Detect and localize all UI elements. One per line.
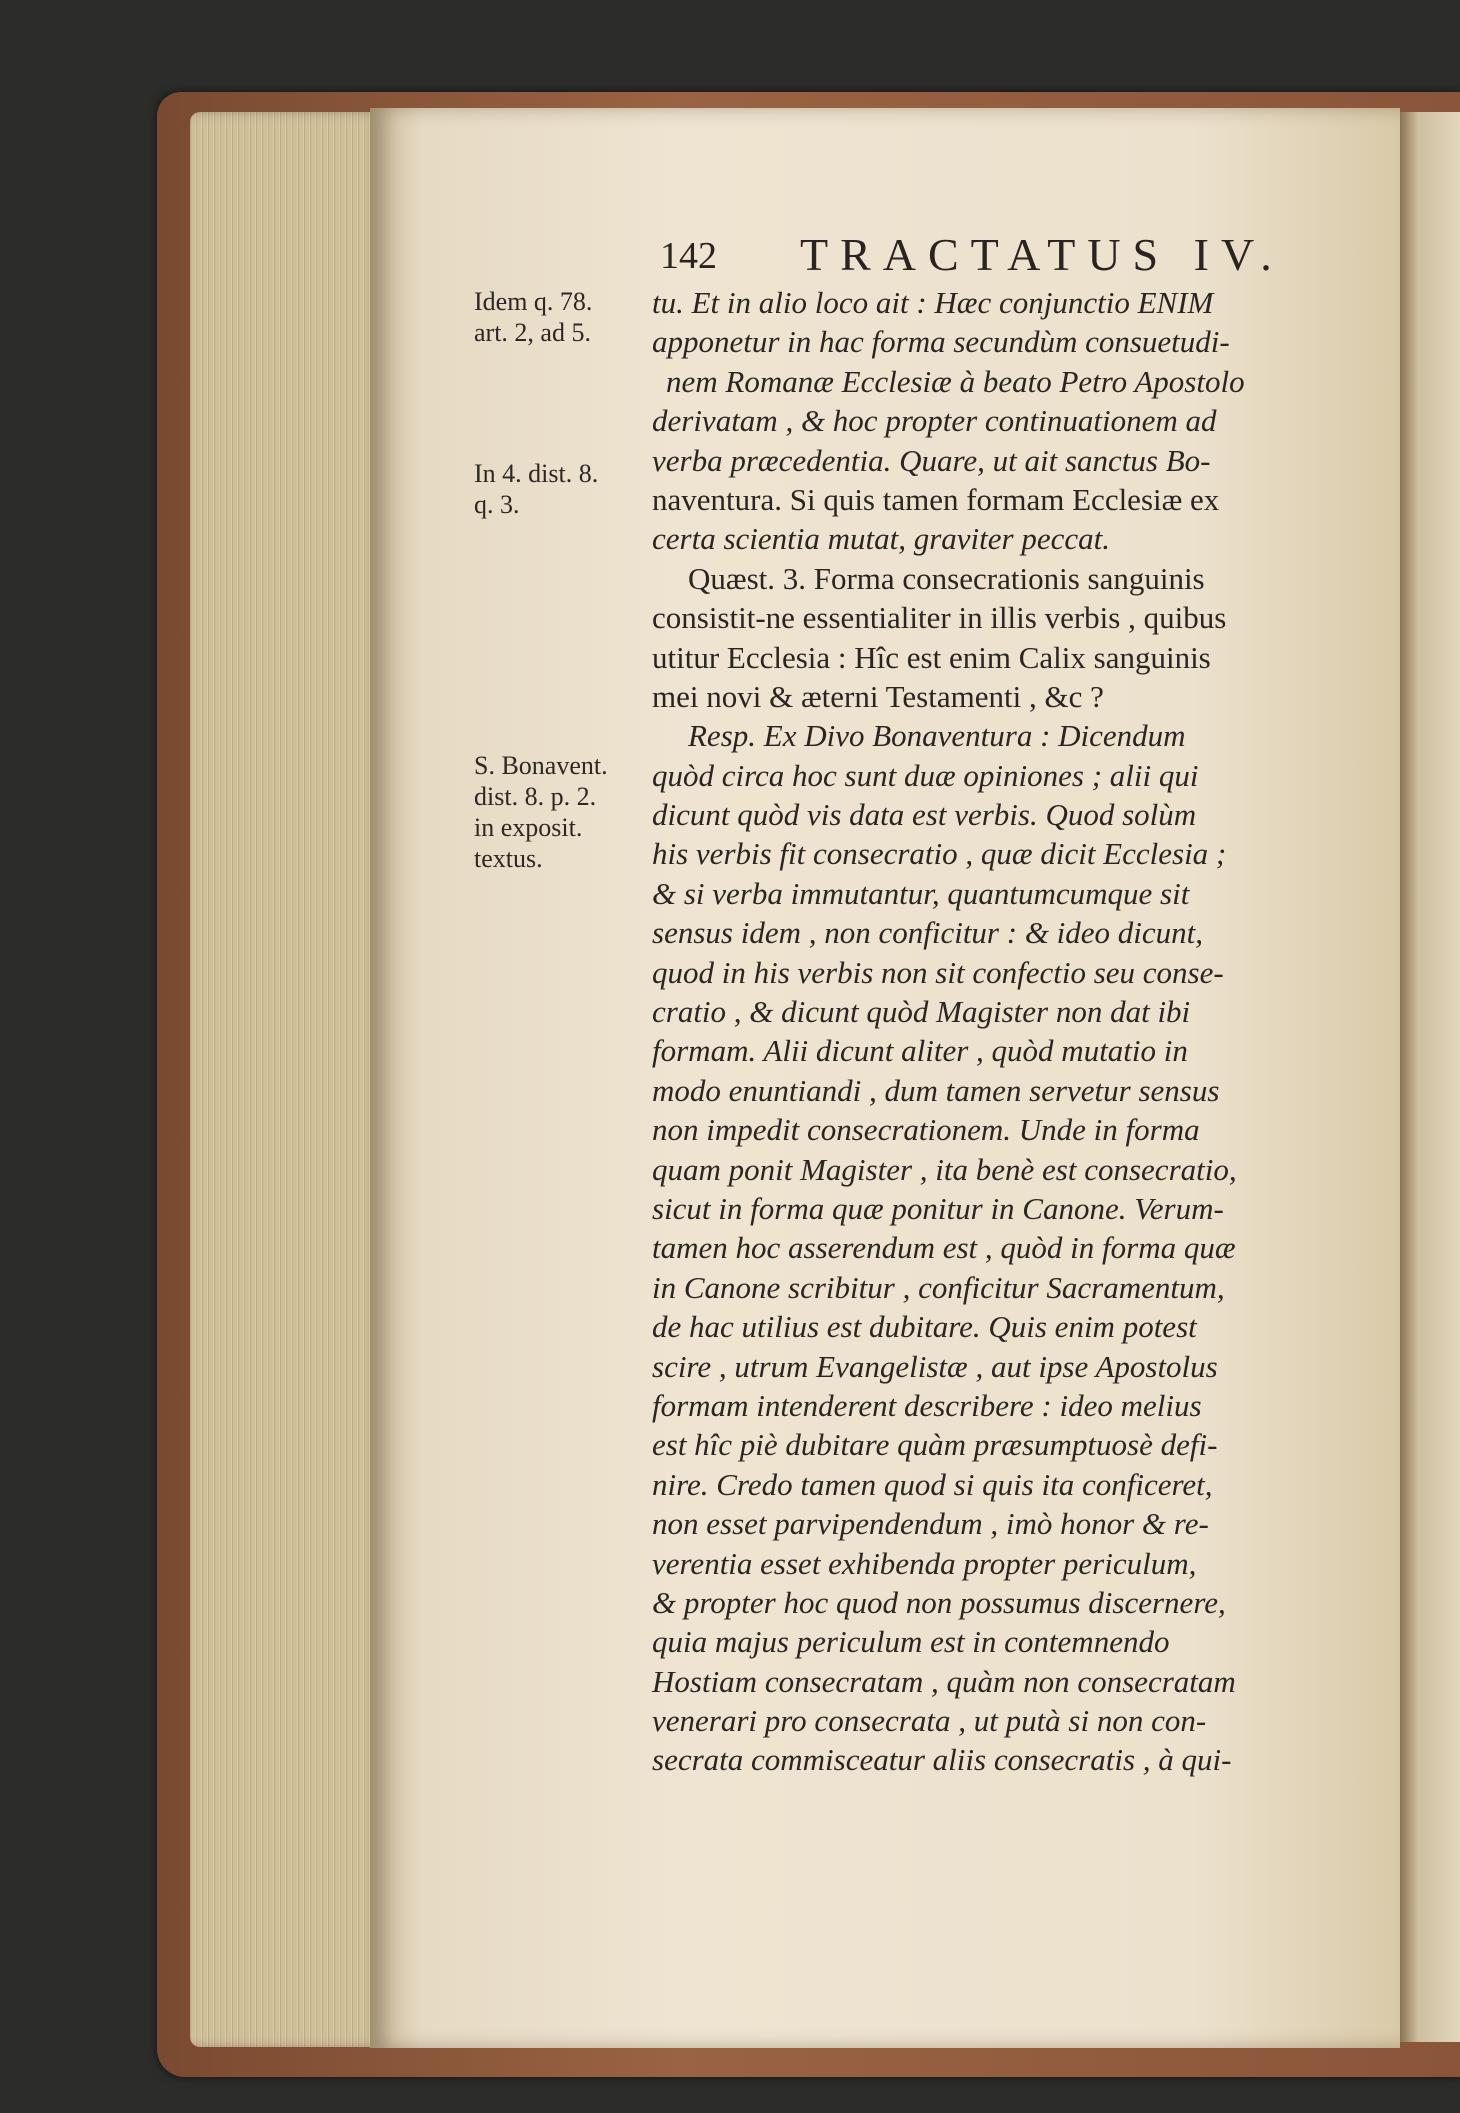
text-line: certa scientia mutat, graviter peccat. xyxy=(652,521,1110,557)
text-line: nire. Credo tamen quod si quis ita conficeret, xyxy=(652,1466,1213,1502)
text-line: Resp. Ex Divo Bonaventura : Dicendum xyxy=(688,718,1186,754)
facing-page-edge xyxy=(1400,112,1460,2042)
text-line: & si verba immutantur, quantumcumque sit xyxy=(652,875,1190,911)
text-line: & propter hoc quod non possumus discernere, xyxy=(652,1584,1226,1620)
text-line: de hac utilius est dubitare. Quis enim potest xyxy=(652,1309,1197,1345)
text-line: mei novi & æterni Testamenti , &c ? xyxy=(652,678,1104,714)
page-edges xyxy=(190,112,380,2047)
marginal-note: Idem q. 78. art. 2, ad 5. xyxy=(474,287,593,347)
text-line: quod in his verbis non sit confectio seu conse- xyxy=(652,954,1224,990)
text-line: non impedit consecrationem. Unde in forma xyxy=(652,1112,1200,1148)
body-text xyxy=(652,283,1340,1780)
text-line: modo enuntiandi , dum tamen servetur sensus xyxy=(652,1072,1220,1108)
text-line: naventura. Si quis tamen formam Ecclesiæ ex xyxy=(652,481,1220,517)
text-line: apponetur in hac forma secundùm consuetudi- xyxy=(652,324,1230,360)
text-line: quam ponit Magister , ita benè est consecratio, xyxy=(652,1151,1237,1187)
text-line: in Canone scribitur , conficitur Sacramentum, xyxy=(652,1269,1225,1305)
text-line: sensus idem , non conficitur : & ideo dicunt, xyxy=(652,915,1204,951)
text-line: consistit-ne essentialiter in illis verbis , quibus xyxy=(652,600,1227,636)
text-line: venerari pro consecrata , ut putà si non con- xyxy=(652,1703,1207,1739)
text-line: nem Romanæ Ecclesiæ à beato Petro Apostolo xyxy=(666,363,1245,399)
text-line: Quæst. 3. Forma consecrationis sanguinis xyxy=(688,560,1205,596)
marginal-note: In 4. dist. 8. q. 3. xyxy=(474,459,599,519)
text-line: non esset parvipendendum , imò honor & re- xyxy=(652,1506,1209,1542)
page-number: 142 xyxy=(660,235,717,277)
text-line: his verbis fit consecratio , quæ dicit Ecclesia ; xyxy=(652,836,1227,872)
text-line: formam. Alii dicunt aliter , quòd mutatio in xyxy=(652,1033,1188,1069)
text-line: tamen hoc asserendum est , quòd in forma quæ xyxy=(652,1230,1236,1266)
text-line: utitur Ecclesia : Hîc est enim Calix sanguinis xyxy=(652,639,1211,675)
text-line: verentia esset exhibenda propter periculum, xyxy=(652,1545,1197,1581)
text-line: est hîc piè dubitare quàm præsumptuosè defi- xyxy=(652,1427,1218,1463)
text-line: formam intenderent describere : ideo melius xyxy=(652,1387,1202,1423)
text-line: cratio , & dicunt quòd Magister non dat ibi xyxy=(652,994,1191,1030)
text-line: tu. Et in alio loco ait : Hæc conjunctio ENIM xyxy=(652,285,1214,320)
text-line: verba præcedentia. Quare, ut ait sanctus Bo- xyxy=(652,442,1211,478)
text-line: dicunt quòd vis data est verbis. Quod solùm xyxy=(652,797,1197,833)
text-line: scire , utrum Evangelistæ , aut ipse Apostolus xyxy=(652,1348,1218,1384)
running-title: TRACTATUS IV. xyxy=(800,229,1284,280)
text-line: sicut in forma quæ ponitur in Canone. Verum- xyxy=(652,1190,1224,1226)
marginal-note: S. Bonavent. dist. 8. p. 2. in exposit. textus. xyxy=(474,751,608,873)
text-line: secrata commisceatur aliis consecratis , à qui- xyxy=(652,1742,1232,1778)
text-line: quia majus periculum est in contemnendo xyxy=(652,1624,1170,1660)
text-line: derivatam , & hoc propter continuationem ad xyxy=(652,403,1217,439)
text-line: Hostiam consecratam , quàm non consecratam xyxy=(652,1663,1236,1699)
text-line: quòd circa hoc sunt duæ opiniones ; alii qui xyxy=(652,757,1199,793)
